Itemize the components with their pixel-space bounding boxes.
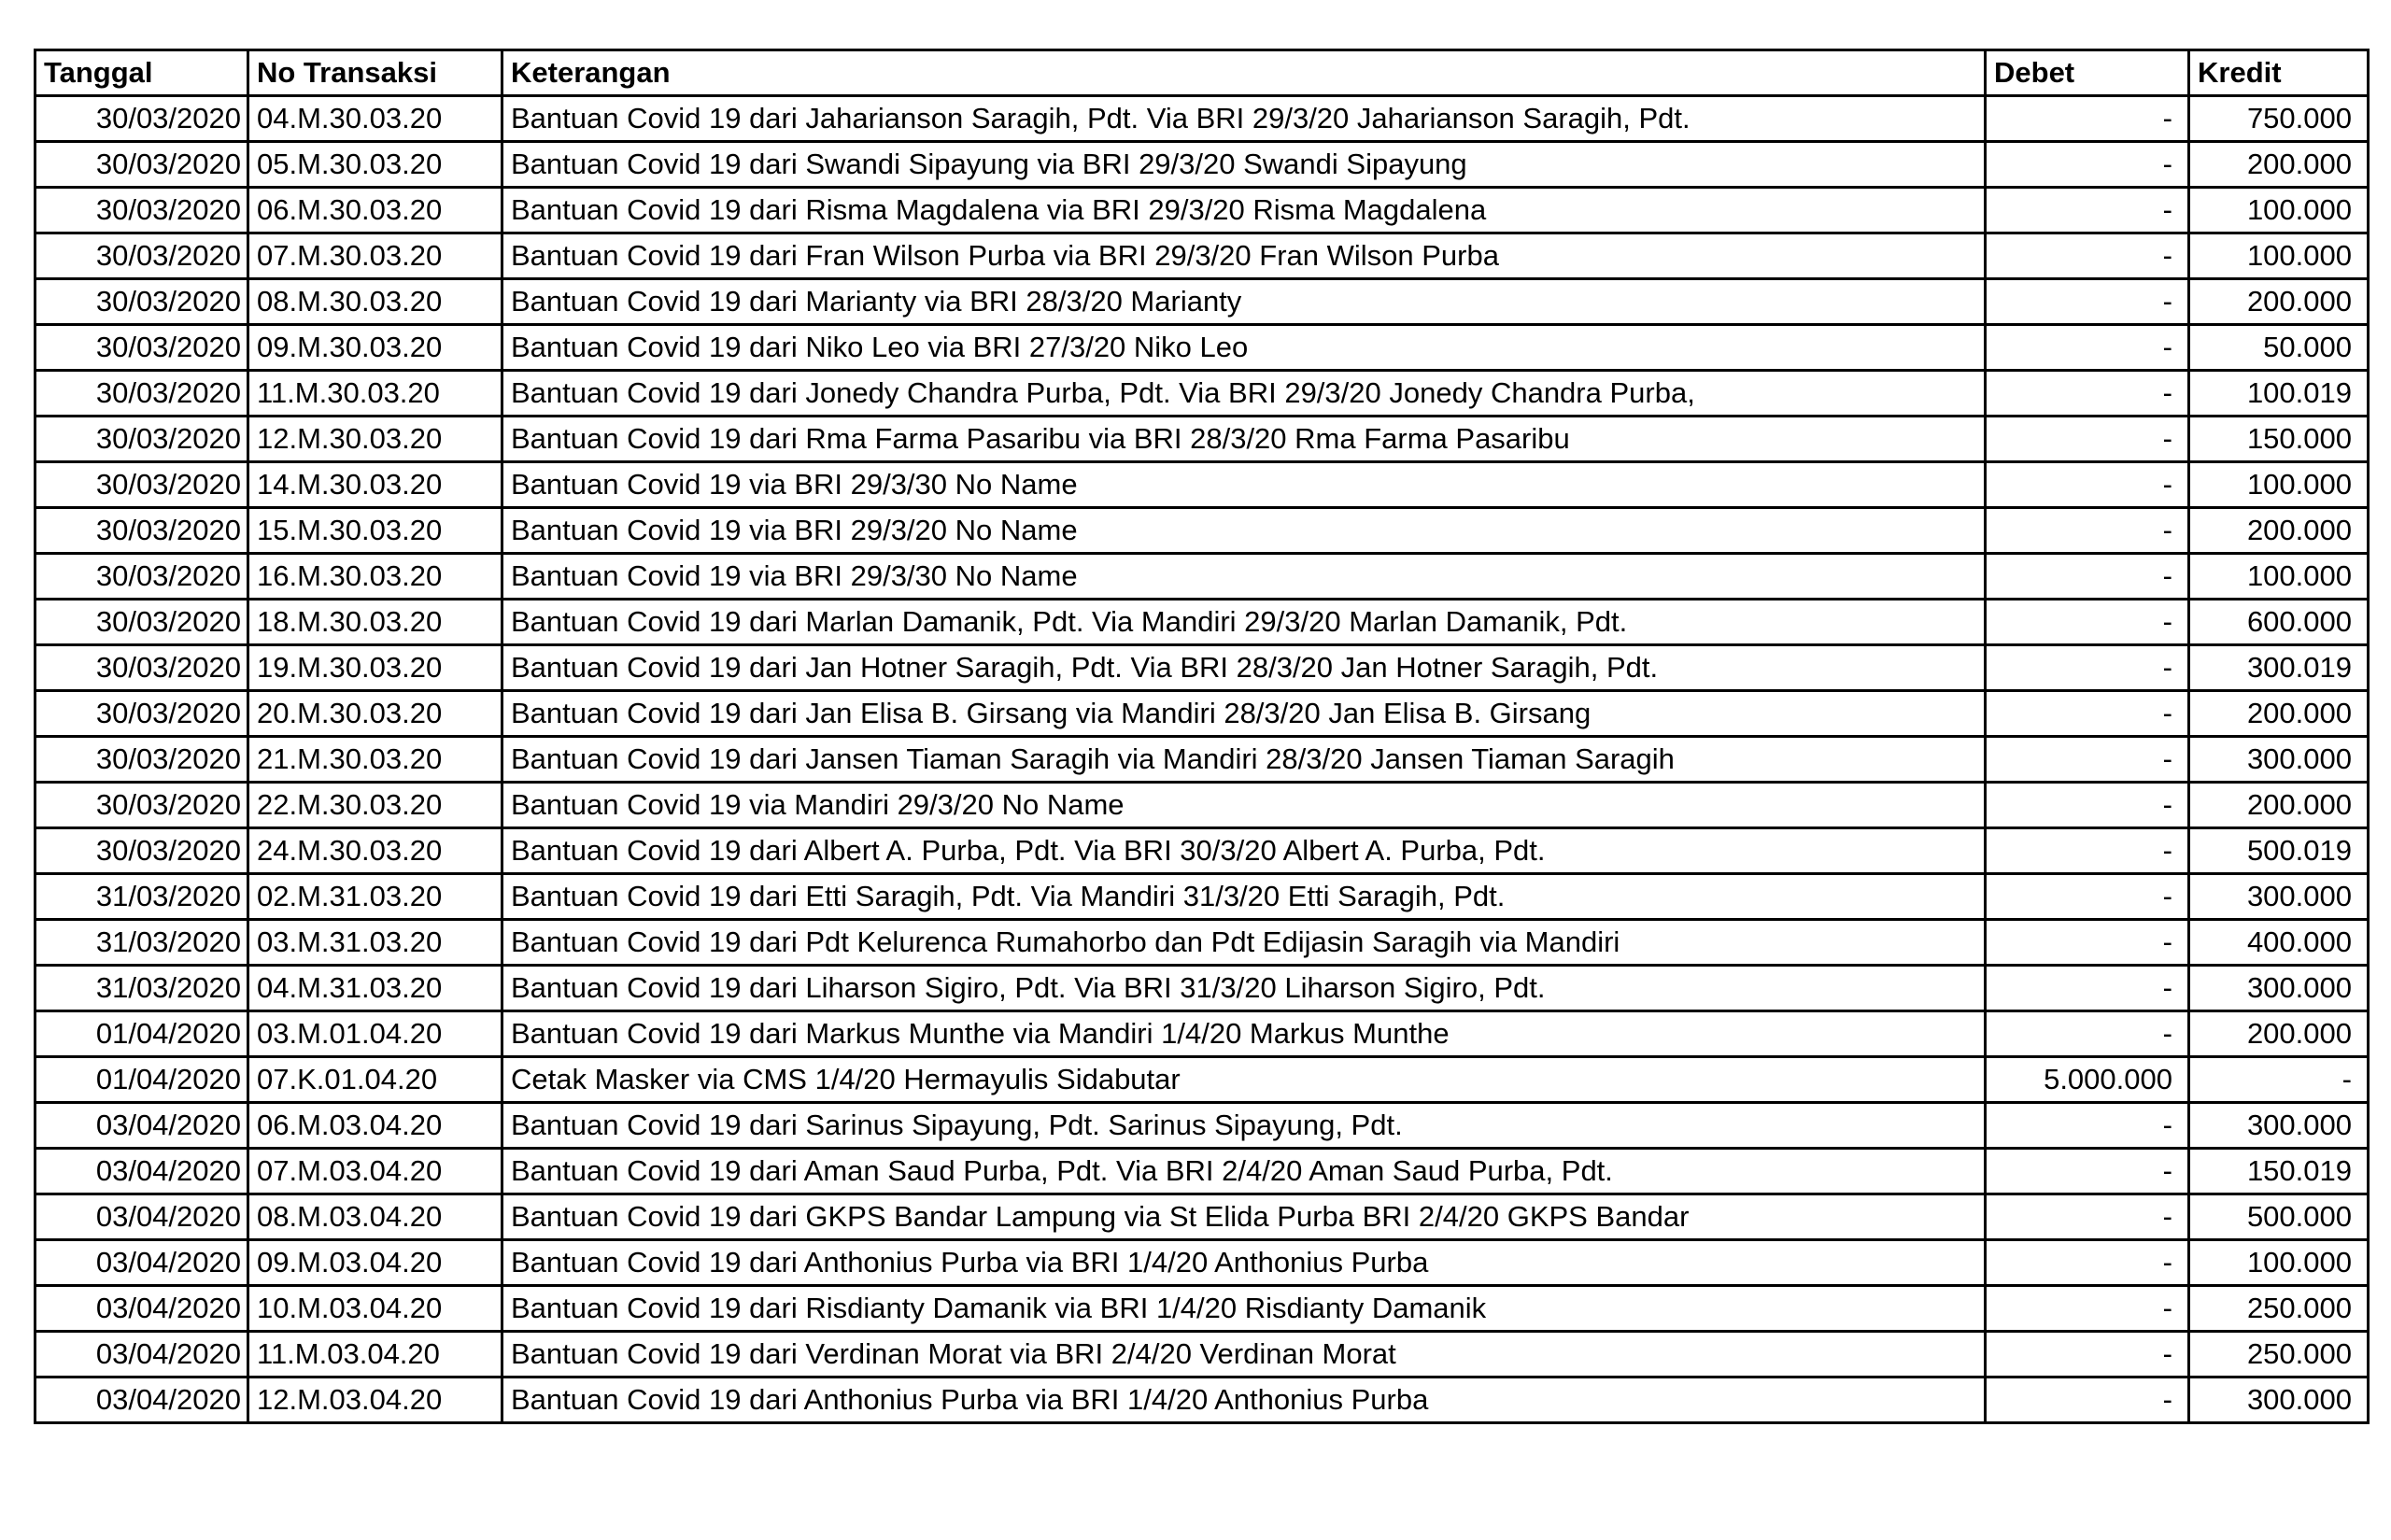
- cell-debet: -: [1986, 96, 2189, 142]
- cell-keterangan: Bantuan Covid 19 dari Verdinan Morat via BRI 2/4/20 Verdinan Morat: [502, 1332, 1986, 1378]
- table-header-row: [35, 50, 2369, 96]
- table-row: [35, 279, 2369, 325]
- cell-keterangan: Bantuan Covid 19 dari Anthonius Purba via BRI 1/4/20 Anthonius Purba: [502, 1240, 1986, 1286]
- cell-no-transaksi: 07.M.30.03.20: [248, 233, 502, 279]
- cell-debet: -: [1986, 783, 2189, 828]
- cell-tanggal: 31/03/2020: [35, 874, 248, 920]
- cell-debet: -: [1986, 233, 2189, 279]
- cell-tanggal: 30/03/2020: [35, 737, 248, 783]
- cell-keterangan: Bantuan Covid 19 dari Pdt Kelurenca Rumahorbo dan Pdt Edijasin Saragih via Mandiri: [502, 920, 1986, 966]
- cell-keterangan: Bantuan Covid 19 dari GKPS Bandar Lampung via St Elida Purba BRI 2/4/20 GKPS Bandar: [502, 1194, 1986, 1240]
- column-header-no-transaksi: No Transaksi: [248, 50, 502, 96]
- cell-tanggal: 03/04/2020: [35, 1332, 248, 1378]
- cell-no-transaksi: 04.M.30.03.20: [248, 96, 502, 142]
- cell-no-transaksi: 12.M.03.04.20: [248, 1378, 502, 1423]
- table-row: [35, 828, 2369, 874]
- cell-no-transaksi: 05.M.30.03.20: [248, 142, 502, 188]
- transaction-table: [34, 49, 2370, 1424]
- cell-kredit: 150.019: [2189, 1149, 2369, 1194]
- cell-keterangan: Bantuan Covid 19 dari Anthonius Purba via BRI 1/4/20 Anthonius Purba: [502, 1378, 1986, 1423]
- cell-no-transaksi: 11.M.03.04.20: [248, 1332, 502, 1378]
- cell-kredit: 300.000: [2189, 737, 2369, 783]
- cell-no-transaksi: 06.M.03.04.20: [248, 1103, 502, 1149]
- cell-kredit: 50.000: [2189, 325, 2369, 371]
- table-row: [35, 325, 2369, 371]
- cell-no-transaksi: 03.M.31.03.20: [248, 920, 502, 966]
- column-header-tanggal: Tanggal: [35, 50, 248, 96]
- table-row: [35, 1286, 2369, 1332]
- table-row: [35, 691, 2369, 737]
- cell-kredit: 300.000: [2189, 966, 2369, 1011]
- cell-debet: -: [1986, 645, 2189, 691]
- cell-debet: -: [1986, 417, 2189, 462]
- cell-tanggal: 30/03/2020: [35, 783, 248, 828]
- cell-no-transaksi: 24.M.30.03.20: [248, 828, 502, 874]
- cell-debet: -: [1986, 1332, 2189, 1378]
- cell-tanggal: 03/04/2020: [35, 1286, 248, 1332]
- cell-tanggal: 30/03/2020: [35, 371, 248, 417]
- cell-no-transaksi: 08.M.03.04.20: [248, 1194, 502, 1240]
- cell-no-transaksi: 07.M.03.04.20: [248, 1149, 502, 1194]
- cell-debet: -: [1986, 508, 2189, 554]
- column-header-kredit: Kredit: [2189, 50, 2369, 96]
- cell-debet: -: [1986, 554, 2189, 600]
- cell-no-transaksi: 08.M.30.03.20: [248, 279, 502, 325]
- table-row: [35, 737, 2369, 783]
- cell-tanggal: 30/03/2020: [35, 188, 248, 233]
- cell-keterangan: Bantuan Covid 19 dari Jonedy Chandra Purba, Pdt. Via BRI 29/3/20 Jonedy Chandra Purba,: [502, 371, 1986, 417]
- cell-keterangan: Bantuan Covid 19 dari Albert A. Purba, Pdt. Via BRI 30/3/20 Albert A. Purba, Pdt.: [502, 828, 1986, 874]
- cell-tanggal: 30/03/2020: [35, 325, 248, 371]
- cell-keterangan: Bantuan Covid 19 via BRI 29/3/30 No Name: [502, 462, 1986, 508]
- cell-kredit: 200.000: [2189, 783, 2369, 828]
- table-row: [35, 417, 2369, 462]
- cell-kredit: 300.000: [2189, 1378, 2369, 1423]
- table-row: [35, 1057, 2369, 1103]
- cell-debet: -: [1986, 462, 2189, 508]
- cell-debet: -: [1986, 142, 2189, 188]
- cell-keterangan: Bantuan Covid 19 via Mandiri 29/3/20 No Name: [502, 783, 1986, 828]
- cell-no-transaksi: 15.M.30.03.20: [248, 508, 502, 554]
- table-row: [35, 645, 2369, 691]
- column-header-keterangan: Keterangan: [502, 50, 1986, 96]
- cell-keterangan: Bantuan Covid 19 dari Liharson Sigiro, Pdt. Via BRI 31/3/20 Liharson Sigiro, Pdt.: [502, 966, 1986, 1011]
- cell-keterangan: Bantuan Covid 19 dari Risma Magdalena via BRI 29/3/20 Risma Magdalena: [502, 188, 1986, 233]
- cell-kredit: 200.000: [2189, 1011, 2369, 1057]
- cell-no-transaksi: 11.M.30.03.20: [248, 371, 502, 417]
- cell-debet: -: [1986, 737, 2189, 783]
- cell-kredit: 100.019: [2189, 371, 2369, 417]
- cell-kredit: 200.000: [2189, 279, 2369, 325]
- cell-keterangan: Bantuan Covid 19 dari Aman Saud Purba, Pdt. Via BRI 2/4/20 Aman Saud Purba, Pdt.: [502, 1149, 1986, 1194]
- cell-debet: -: [1986, 1103, 2189, 1149]
- cell-keterangan: Bantuan Covid 19 dari Niko Leo via BRI 27/3/20 Niko Leo: [502, 325, 1986, 371]
- table-row: [35, 1103, 2369, 1149]
- cell-debet: 5.000.000: [1986, 1057, 2189, 1103]
- cell-debet: -: [1986, 1149, 2189, 1194]
- cell-no-transaksi: 10.M.03.04.20: [248, 1286, 502, 1332]
- table-row: [35, 188, 2369, 233]
- cell-no-transaksi: 12.M.30.03.20: [248, 417, 502, 462]
- cell-no-transaksi: 02.M.31.03.20: [248, 874, 502, 920]
- cell-keterangan: Cetak Masker via CMS 1/4/20 Hermayulis Sidabutar: [502, 1057, 1986, 1103]
- cell-tanggal: 03/04/2020: [35, 1103, 248, 1149]
- table-row: [35, 874, 2369, 920]
- table-row: [35, 600, 2369, 645]
- cell-kredit: 150.000: [2189, 417, 2369, 462]
- cell-tanggal: 03/04/2020: [35, 1194, 248, 1240]
- cell-no-transaksi: 04.M.31.03.20: [248, 966, 502, 1011]
- cell-tanggal: 30/03/2020: [35, 554, 248, 600]
- column-header-debet: Debet: [1986, 50, 2189, 96]
- table-row: [35, 1149, 2369, 1194]
- cell-debet: -: [1986, 920, 2189, 966]
- table-row: [35, 1194, 2369, 1240]
- cell-no-transaksi: 19.M.30.03.20: [248, 645, 502, 691]
- cell-kredit: 200.000: [2189, 508, 2369, 554]
- cell-debet: -: [1986, 279, 2189, 325]
- cell-keterangan: Bantuan Covid 19 dari Jan Hotner Saragih, Pdt. Via BRI 28/3/20 Jan Hotner Saragih, Pdt.: [502, 645, 1986, 691]
- cell-kredit: 300.000: [2189, 1103, 2369, 1149]
- cell-tanggal: 30/03/2020: [35, 279, 248, 325]
- table-row: [35, 1378, 2369, 1423]
- cell-kredit: 300.000: [2189, 874, 2369, 920]
- cell-debet: -: [1986, 371, 2189, 417]
- cell-tanggal: 30/03/2020: [35, 96, 248, 142]
- cell-kredit: 100.000: [2189, 462, 2369, 508]
- cell-keterangan: Bantuan Covid 19 dari Sarinus Sipayung, Pdt. Sarinus Sipayung, Pdt.: [502, 1103, 1986, 1149]
- cell-keterangan: Bantuan Covid 19 dari Rma Farma Pasaribu via BRI 28/3/20 Rma Farma Pasaribu: [502, 417, 1986, 462]
- cell-debet: -: [1986, 1286, 2189, 1332]
- cell-kredit: -: [2189, 1057, 2369, 1103]
- cell-kredit: 250.000: [2189, 1286, 2369, 1332]
- table-row: [35, 233, 2369, 279]
- cell-kredit: 250.000: [2189, 1332, 2369, 1378]
- cell-kredit: 750.000: [2189, 96, 2369, 142]
- cell-keterangan: Bantuan Covid 19 dari Etti Saragih, Pdt. Via Mandiri 31/3/20 Etti Saragih, Pdt.: [502, 874, 1986, 920]
- table-row: [35, 371, 2369, 417]
- table-body: [35, 96, 2369, 1423]
- cell-keterangan: Bantuan Covid 19 dari Jaharianson Saragih, Pdt. Via BRI 29/3/20 Jaharianson Saragih, Pdt.: [502, 96, 1986, 142]
- cell-tanggal: 31/03/2020: [35, 920, 248, 966]
- cell-kredit: 100.000: [2189, 188, 2369, 233]
- table-row: [35, 1240, 2369, 1286]
- table-row: [35, 1011, 2369, 1057]
- cell-debet: -: [1986, 1011, 2189, 1057]
- cell-keterangan: Bantuan Covid 19 dari Jansen Tiaman Saragih via Mandiri 28/3/20 Jansen Tiaman Saragih: [502, 737, 1986, 783]
- cell-kredit: 100.000: [2189, 1240, 2369, 1286]
- cell-no-transaksi: 16.M.30.03.20: [248, 554, 502, 600]
- cell-keterangan: Bantuan Covid 19 via BRI 29/3/20 No Name: [502, 508, 1986, 554]
- cell-tanggal: 30/03/2020: [35, 142, 248, 188]
- cell-kredit: 100.000: [2189, 554, 2369, 600]
- cell-keterangan: Bantuan Covid 19 dari Marlan Damanik, Pdt. Via Mandiri 29/3/20 Marlan Damanik, Pdt.: [502, 600, 1986, 645]
- cell-debet: -: [1986, 691, 2189, 737]
- cell-tanggal: 31/03/2020: [35, 966, 248, 1011]
- cell-tanggal: 30/03/2020: [35, 828, 248, 874]
- cell-no-transaksi: 18.M.30.03.20: [248, 600, 502, 645]
- cell-no-transaksi: 09.M.30.03.20: [248, 325, 502, 371]
- table-row: [35, 966, 2369, 1011]
- cell-debet: -: [1986, 600, 2189, 645]
- cell-tanggal: 01/04/2020: [35, 1011, 248, 1057]
- cell-debet: -: [1986, 1240, 2189, 1286]
- cell-tanggal: 30/03/2020: [35, 691, 248, 737]
- cell-keterangan: Bantuan Covid 19 dari Jan Elisa B. Girsang via Mandiri 28/3/20 Jan Elisa B. Girsang: [502, 691, 1986, 737]
- cell-tanggal: 03/04/2020: [35, 1240, 248, 1286]
- cell-debet: -: [1986, 1378, 2189, 1423]
- cell-keterangan: Bantuan Covid 19 dari Risdianty Damanik via BRI 1/4/20 Risdianty Damanik: [502, 1286, 1986, 1332]
- cell-kredit: 400.000: [2189, 920, 2369, 966]
- cell-no-transaksi: 20.M.30.03.20: [248, 691, 502, 737]
- cell-debet: -: [1986, 325, 2189, 371]
- cell-kredit: 500.019: [2189, 828, 2369, 874]
- table-row: [35, 96, 2369, 142]
- cell-kredit: 200.000: [2189, 691, 2369, 737]
- cell-keterangan: Bantuan Covid 19 dari Marianty via BRI 28/3/20 Marianty: [502, 279, 1986, 325]
- cell-tanggal: 03/04/2020: [35, 1149, 248, 1194]
- cell-kredit: 300.019: [2189, 645, 2369, 691]
- cell-tanggal: 30/03/2020: [35, 233, 248, 279]
- table-row: [35, 462, 2369, 508]
- cell-keterangan: Bantuan Covid 19 dari Swandi Sipayung via BRI 29/3/20 Swandi Sipayung: [502, 142, 1986, 188]
- table-row: [35, 1332, 2369, 1378]
- cell-debet: -: [1986, 1194, 2189, 1240]
- table-row: [35, 142, 2369, 188]
- cell-kredit: 600.000: [2189, 600, 2369, 645]
- cell-debet: -: [1986, 874, 2189, 920]
- cell-kredit: 500.000: [2189, 1194, 2369, 1240]
- table-row: [35, 783, 2369, 828]
- cell-kredit: 100.000: [2189, 233, 2369, 279]
- cell-debet: -: [1986, 188, 2189, 233]
- cell-no-transaksi: 07.K.01.04.20: [248, 1057, 502, 1103]
- table-row: [35, 508, 2369, 554]
- cell-keterangan: Bantuan Covid 19 via BRI 29/3/30 No Name: [502, 554, 1986, 600]
- cell-tanggal: 30/03/2020: [35, 417, 248, 462]
- cell-no-transaksi: 06.M.30.03.20: [248, 188, 502, 233]
- cell-tanggal: 01/04/2020: [35, 1057, 248, 1103]
- cell-tanggal: 30/03/2020: [35, 508, 248, 554]
- cell-no-transaksi: 21.M.30.03.20: [248, 737, 502, 783]
- cell-debet: -: [1986, 966, 2189, 1011]
- cell-no-transaksi: 03.M.01.04.20: [248, 1011, 502, 1057]
- cell-tanggal: 30/03/2020: [35, 645, 248, 691]
- cell-tanggal: 30/03/2020: [35, 462, 248, 508]
- cell-debet: -: [1986, 828, 2189, 874]
- cell-no-transaksi: 14.M.30.03.20: [248, 462, 502, 508]
- cell-kredit: 200.000: [2189, 142, 2369, 188]
- cell-no-transaksi: 22.M.30.03.20: [248, 783, 502, 828]
- cell-keterangan: Bantuan Covid 19 dari Markus Munthe via Mandiri 1/4/20 Markus Munthe: [502, 1011, 1986, 1057]
- cell-no-transaksi: 09.M.03.04.20: [248, 1240, 502, 1286]
- table-row: [35, 920, 2369, 966]
- cell-tanggal: 30/03/2020: [35, 600, 248, 645]
- cell-tanggal: 03/04/2020: [35, 1378, 248, 1423]
- table-row: [35, 554, 2369, 600]
- cell-keterangan: Bantuan Covid 19 dari Fran Wilson Purba via BRI 29/3/20 Fran Wilson Purba: [502, 233, 1986, 279]
